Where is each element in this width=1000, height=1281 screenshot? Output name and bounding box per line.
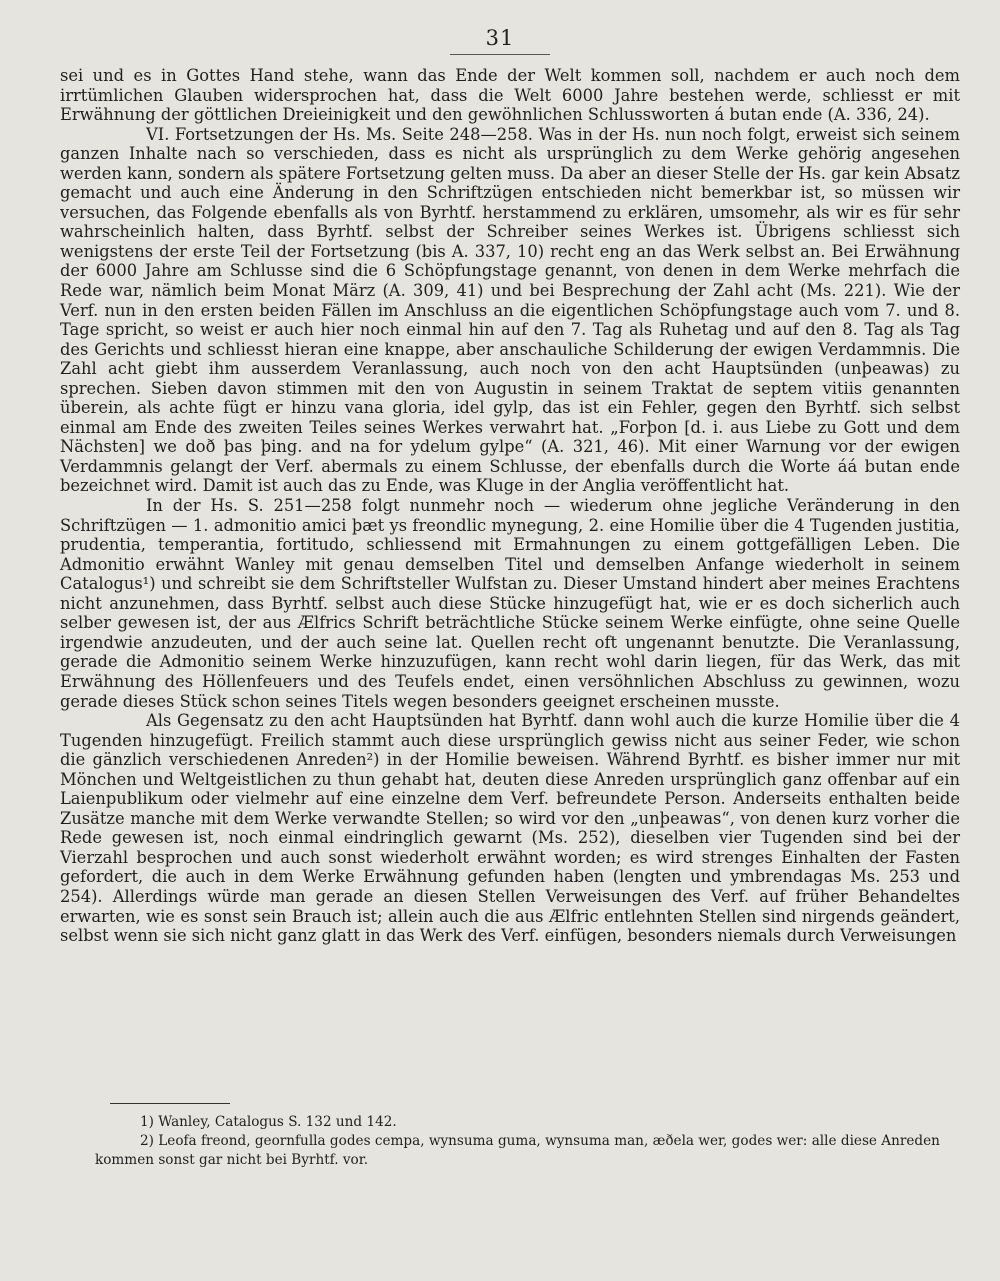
footnotes: [95, 1113, 965, 1170]
footnote-rule: [110, 1103, 230, 1104]
paragraph-admonitio: In der Hs. S. 251—258 folgt nunmehr noch — wiederum ohne jegliche Veränderung in den Schriftzügen — 1. admonitio amici þæt ys freondlic mynegung, 2. eine Homilie über die 4 Tugenden justitia, prudentia, temperantia, fortitudo, schliessend mit Ermahnungen zu einem gottgefälligen Leben. Die Admonitio erwähnt Wanley mit genau demselben Titel und demselben Anfange wiederholt in seinem Catalogus¹) und schreibt sie dem Schriftsteller Wulfstan zu. Dieser Umstand hindert aber meines Erachtens nicht anzunehmen, dass Byrhtf. selbst auch diese Stücke hinzugefügt hat, wie er es doch sicherlich auch selber gewesen ist, der aus Ælfrics Schrift beträchtliche Stücke seinem Werke einfügte, ohne seine Quelle irgendwie anzudeuten, und der auch seine lat. Quellen recht oft ungenannt benutzte. Die Veranlassung, gerade die Admonitio seinem Werke hinzuzufügen, kann recht wohl darin liegen, für das Werk, das mit Erwähnung des Höllenfeuers und des Teufels endet, einen versöhnlichen Abschluss zu gewinnen, wozu gerade dieses Stück schon seines Titels wegen besonders geeignet erscheinen musste.: [60, 496, 960, 711]
footnote-2: 2) Leofa freond, geornfulla godes cempa, wynsuma guma, wynsuma man, æðela wer, godes wer: alle diese Anreden kommen sonst gar nicht bei Byrhtf. vor.: [95, 1133, 940, 1168]
footnote-1: 1) Wanley, Catalogus S. 132 und 142.: [140, 1114, 397, 1130]
body-text: [60, 66, 960, 946]
paragraph-continuation: sei und es in Gottes Hand stehe, wann das Ende der Welt kommen soll, nachdem er auch noch dem irrtümlichen Glauben widersprochen hat, dass die Welt 6000 Jahre bestehen werde, schliesst er mit Erwähnung der göttlichen Dreieinigkeit und den gewöhnlichen Schlussworten á butan ende (A. 336, 24).: [60, 66, 960, 125]
page-number: 31: [485, 26, 515, 50]
header-rule: [450, 54, 550, 55]
paragraph-section-vi: VI. Fortsetzungen der Hs. Ms. Seite 248—258. Was in der Hs. nun noch folgt, erweist sich seinem ganzen Inhalte nach so verschieden, dass es nicht als ursprünglich zu dem Werke gehörig angesehen werden kann, sondern als spätere Fortsetzung gelten muss. Da aber an dieser Stelle der Hs. gar kein Absatz gemacht und auch eine Änderung in den Schriftzügen entschieden nicht bemerkbar ist, so müssen wir versuchen, das Folgende ebenfalls als von Byrhtf. herstammend zu erklären, umsomehr, als wir es für sehr wahrscheinlich halten, dass Byrhtf. selbst der Schreiber seines Werkes ist. Übrigens schliesst sich wenigstens der erste Teil der Fortsetzung (bis A. 337, 10) recht eng an das Werk selbst an. Bei Erwähnung der 6000 Jahre am Schlusse sind die 6 Schöpfungstage genannt, von denen in dem Werke mehrfach die Rede war, nämlich beim Monat März (A. 309, 41) und bei Besprechung der Zahl acht (Ms. 221). Wie der Verf. nun in den ersten beiden Fällen im Anschluss an die eigentlichen Schöpfungstage auch vom 7. und 8. Tage spricht, so weist er auch hier noch einmal hin auf den 7. Tag als Ruhetag und auf den 8. Tag als Tag des Gerichts und schliesst hieran eine knappe, aber anschauliche Schilderung der ewigen Verdammnis. Die Zahl acht giebt ihm ausserdem Veranlassung, auch noch von den acht Hauptsünden (unþeawas) zu sprechen. Sieben davon stimmen mit den von Augustin in seinem Traktat de septem vitiis genannten überein, als achte fügt er hinzu vana gloria, idel gylp, das ist ein Fehler, gegen den Byrhtf. sich selbst einmal am Ende des zweiten Teiles seines Werkes verwahrt hat. „Forþon [d. i. aus Liebe zu Gott und dem Nächsten] we doð þas þing. and na for ydelum gylpe“ (A. 321, 46). Mit einer Warnung vor der ewigen Verdammnis gelangt der Verf. abermals zu einem Schlusse, der ebenfalls durch die Worte áá butan ende bezeichnet wird. Damit ist auch das zu Ende, was Kluge in der Anglia veröffentlicht hat.: [60, 124, 960, 496]
paragraph-homilie: Als Gegensatz zu den acht Hauptsünden hat Byrhtf. dann wohl auch die kurze Homilie über die 4 Tugenden hinzugefügt. Freilich stammt auch diese ursprünglich gewiss nicht aus seiner Feder, wie schon die gänzlich verschiedenen Anreden²) in der Homilie beweisen. Während Byrhtf. es bisher immer nur mit Mönchen und Weltgeistlichen zu thun gehabt hat, deuten diese Anreden ursprünglich ganz offenbar auf ein Laienpublikum oder vielmehr auf eine einzelne dem Verf. befreundete Person. Anderseits enthalten beide Zusätze manche mit dem Werke verwandte Stellen; so wird vor den „unþeawas“, von denen kurz vorher die Rede gewesen ist, noch einmal eindringlich gewarnt (Ms. 252), dieselben vier Tugenden sind bei der Vierzahl besprochen und auch sonst wiederholt erwähnt worden; es wird strenges Einhalten der Fasten gefordert, die auch in dem Werke Erwähnung gefunden haben (lengten und ymbrendagas Ms. 253 und 254). Allerdings würde man gerade an diesen Stellen Verweisungen des Verf. auf früher Behandeltes erwarten, wie es sonst sein Brauch ist; allein auch die aus Ælfric entlehnten Stellen sind nirgends geändert, selbst wenn sie sich nicht ganz glatt in das Werk des Verf. einfügen, besonders niemals durch Verweisungen: [60, 711, 960, 946]
